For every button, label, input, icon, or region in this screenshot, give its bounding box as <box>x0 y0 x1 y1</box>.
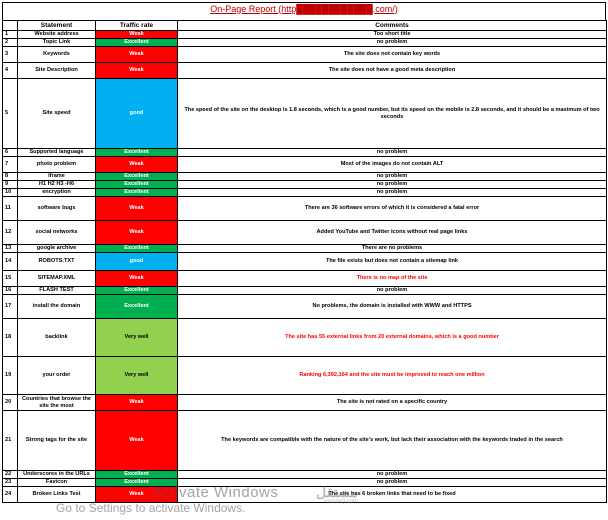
row-number: 7 <box>3 157 18 173</box>
row-statement: software bugs <box>18 197 96 221</box>
row-traffic-rate: Excellent <box>96 173 178 181</box>
table-row <box>3 253 607 271</box>
row-number: 11 <box>3 197 18 221</box>
row-traffic-rate: Weak <box>96 395 178 411</box>
row-statement: Supported language <box>18 149 96 157</box>
row-traffic-rate: Excellent <box>96 287 178 295</box>
row-number: 2 <box>3 39 18 47</box>
row-traffic-rate: Very well <box>96 319 178 357</box>
row-statement: Countries that browse the site the most <box>18 395 96 411</box>
row-traffic-rate: Weak <box>96 221 178 245</box>
row-comment: The file exists but does not contain a sitemap link <box>178 253 607 271</box>
row-traffic-rate: Excellent <box>96 479 178 487</box>
row-statement: google archive <box>18 245 96 253</box>
row-statement: social networks <box>18 221 96 245</box>
header-row <box>3 21 607 31</box>
table-row <box>3 39 607 47</box>
row-comment: no problem <box>178 149 607 157</box>
table-row <box>3 411 607 471</box>
table-row <box>3 173 607 181</box>
row-comment: Added YouTube and Twitter icons without real page links <box>178 221 607 245</box>
row-number: 19 <box>3 357 18 395</box>
row-comment: The site does not contain key words <box>178 47 607 63</box>
row-number: 6 <box>3 149 18 157</box>
row-traffic-rate: Excellent <box>96 189 178 197</box>
row-statement: Site Description <box>18 63 96 79</box>
row-number: 3 <box>3 47 18 63</box>
row-statement: Underscores in the URLs <box>18 471 96 479</box>
header-number <box>3 21 18 31</box>
row-traffic-rate: Weak <box>96 197 178 221</box>
row-statement: backlink <box>18 319 96 357</box>
table-row <box>3 287 607 295</box>
row-traffic-rate: Weak <box>96 157 178 173</box>
row-number: 15 <box>3 271 18 287</box>
row-number: 9 <box>3 181 18 189</box>
row-traffic-rate: Weak <box>96 63 178 79</box>
row-comment: No problems, the domain is installed with WWW and HTTPS <box>178 295 607 319</box>
table-row <box>3 149 607 157</box>
row-traffic-rate: Weak <box>96 271 178 287</box>
mostaql-logo-sub: mostaql.com <box>324 499 359 505</box>
report-rows <box>3 31 607 503</box>
row-traffic-rate: Weak <box>96 411 178 471</box>
row-number: 1 <box>3 31 18 39</box>
table-row <box>3 197 607 221</box>
row-traffic-rate: Weak <box>96 31 178 39</box>
watermark-line1: Activate Windows <box>152 484 279 501</box>
table-row <box>3 357 607 395</box>
table-row <box>3 157 607 173</box>
row-comment: There are no problems <box>178 245 607 253</box>
row-comment: The site has 6 broken links that need to be fixed <box>178 487 607 503</box>
table-row <box>3 181 607 189</box>
table-row <box>3 295 607 319</box>
report-title: On-Page Report (http████████████.com/) <box>2 2 606 14</box>
table-row <box>3 31 607 39</box>
row-statement: SITEMAP.XML <box>18 271 96 287</box>
row-comment: The site does not have a good meta description <box>178 63 607 79</box>
table-row <box>3 221 607 245</box>
row-comment: no problem <box>178 189 607 197</box>
row-comment: no problem <box>178 479 607 487</box>
table-row <box>3 319 607 357</box>
row-number: 8 <box>3 173 18 181</box>
row-traffic-rate: Excellent <box>96 471 178 479</box>
row-statement: ROBOTS.TXT <box>18 253 96 271</box>
row-statement: photo problem <box>18 157 96 173</box>
row-number: 24 <box>3 487 18 503</box>
row-number: 22 <box>3 471 18 479</box>
row-traffic-rate: Very well <box>96 357 178 395</box>
row-number: 13 <box>3 245 18 253</box>
report-sheet <box>2 2 606 520</box>
row-statement: iframe <box>18 173 96 181</box>
header-traffic-rate: Traffic rate <box>96 21 178 31</box>
table-row <box>3 63 607 79</box>
row-statement: Strong tags for the site <box>18 411 96 471</box>
row-statement: H1 H2 H3 -H6 <box>18 181 96 189</box>
row-number: 5 <box>3 79 18 149</box>
row-traffic-rate: Weak <box>96 487 178 503</box>
row-comment: There are 36 software errors of which it is considered a fatal error <box>178 197 607 221</box>
mostaql-logo: مستقل <box>316 484 358 500</box>
row-number: 14 <box>3 253 18 271</box>
row-traffic-rate: Excellent <box>96 39 178 47</box>
row-statement: Keywords <box>18 47 96 63</box>
row-comment: The site has 55 external links from 20 external domains, which is a good number <box>178 319 607 357</box>
row-comment: Most of the images do not contain ALT <box>178 157 607 173</box>
row-number: 23 <box>3 479 18 487</box>
row-comment: no problem <box>178 471 607 479</box>
table-row <box>3 395 607 411</box>
table-row <box>3 479 607 487</box>
row-traffic-rate: good <box>96 253 178 271</box>
row-statement: Website address <box>18 31 96 39</box>
row-statement: Broken Links Test <box>18 487 96 503</box>
row-comment: The site is not rated on a specific country <box>178 395 607 411</box>
row-traffic-rate: Excellent <box>96 295 178 319</box>
row-comment: The speed of the site on the desktop is 1.8 seconds, which is a good number, but its speed on the mobile is 2.8 seconds, and it should be a maximum of two seconds <box>178 79 607 149</box>
row-number: 16 <box>3 287 18 295</box>
row-statement: Topic Link <box>18 39 96 47</box>
watermark-line2: Go to Settings to activate Windows. <box>56 501 246 515</box>
header-comments: Comments <box>178 21 607 31</box>
row-number: 21 <box>3 411 18 471</box>
row-comment: Ranking 6,392,164 and the site must be improved to reach one million <box>178 357 607 395</box>
table-row <box>3 47 607 63</box>
report-table <box>2 20 607 503</box>
table-row <box>3 271 607 287</box>
row-number: 20 <box>3 395 18 411</box>
row-statement: Favicon <box>18 479 96 487</box>
row-number: 4 <box>3 63 18 79</box>
row-comment: no problem <box>178 287 607 295</box>
row-number: 12 <box>3 221 18 245</box>
table-row <box>3 79 607 149</box>
row-statement: your order <box>18 357 96 395</box>
row-number: 18 <box>3 319 18 357</box>
table-row <box>3 189 607 197</box>
row-traffic-rate: Weak <box>96 47 178 63</box>
row-statement: install the domain <box>18 295 96 319</box>
row-traffic-rate: Excellent <box>96 245 178 253</box>
row-comment: Too short title <box>178 31 607 39</box>
row-number: 17 <box>3 295 18 319</box>
header-statement: Statement <box>18 21 96 31</box>
table-row <box>3 487 607 503</box>
row-traffic-rate: Excellent <box>96 181 178 189</box>
row-statement: FLASH TEST <box>18 287 96 295</box>
row-comment: no problem <box>178 181 607 189</box>
row-comment: no problem <box>178 39 607 47</box>
row-traffic-rate: good <box>96 79 178 149</box>
row-comment: The keywords are compatible with the nature of the site's work, but lack their association with the keywords traded in the search <box>178 411 607 471</box>
table-row <box>3 471 607 479</box>
row-comment: There is no map of the site <box>178 271 607 287</box>
table-row <box>3 245 607 253</box>
row-number: 10 <box>3 189 18 197</box>
row-comment: no problem <box>178 173 607 181</box>
row-traffic-rate: Excellent <box>96 149 178 157</box>
row-statement: Site speed <box>18 79 96 149</box>
row-statement: encryption <box>18 189 96 197</box>
